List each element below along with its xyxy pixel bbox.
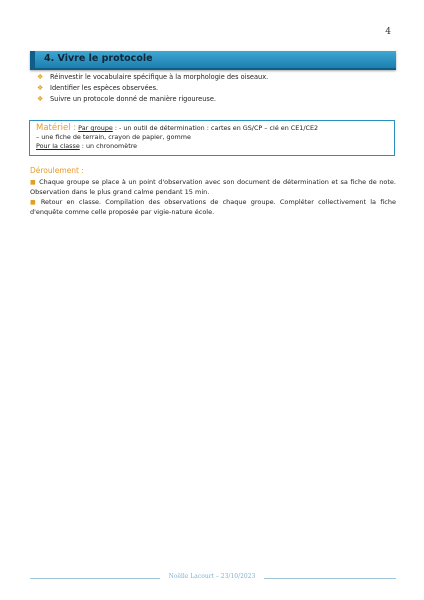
objective-item (36, 83, 268, 94)
material-line-1 (36, 124, 388, 133)
deroulement-title: Déroulement : (30, 166, 84, 175)
objectives-list (36, 72, 268, 105)
material-class-text: : un chronomètre (79, 142, 138, 150)
diamond-bullet-icon: ❖ (37, 73, 44, 81)
bullet-icon: ■ (30, 199, 38, 207)
material-group-label: Par groupe (78, 124, 113, 132)
objective-text: Suivre un protocole donné de manière rigoureuse. (50, 95, 216, 103)
objective-text: Réinvestir le vocabulaire spécifique à la morphologie des oiseaux. (50, 73, 269, 81)
objective-item (36, 94, 268, 105)
material-box (29, 120, 395, 156)
material-class-label: Pour la classe (36, 142, 80, 150)
deroulement-item (30, 178, 396, 197)
deroulement-item (30, 198, 396, 217)
deroulement-text: Retour en classe. Compilation des observations de chaque groupe. Compléter collectivement la fiche d'enquête comme celle proposée par vigie-nature école. (30, 198, 396, 216)
bullet-icon: ■ (30, 179, 37, 186)
footer-rule-right (264, 578, 396, 579)
section-header-tab (30, 51, 35, 68)
deroulement-text: Chaque groupe se place à un point d'observation avec son document de détermination et sa fiche de note. Observation dans le plus grand calme pendant 15 min. (30, 178, 396, 196)
material-heading: Matériel : (36, 123, 77, 133)
diamond-bullet-icon: ❖ (37, 84, 44, 92)
section-title: 4. Vivre le protocole (44, 53, 153, 64)
material-line-3 (36, 142, 388, 151)
deroulement-list (30, 178, 396, 218)
objective-item (36, 72, 268, 83)
footer-text: Noëlle Lacourt – 23/10/2023 (168, 573, 256, 580)
objective-text: Identifier les espèces observées. (50, 84, 159, 92)
page-number: 4 (385, 27, 391, 37)
diamond-bullet-icon: ❖ (37, 95, 44, 103)
material-group-text: : - un outil de détermination : cartes en GS/CP – clé en CE1/CE2 (112, 124, 319, 132)
section-header-bar (30, 51, 396, 70)
material-line-2: – une fiche de terrain, crayon de papier, gomme (36, 133, 191, 141)
